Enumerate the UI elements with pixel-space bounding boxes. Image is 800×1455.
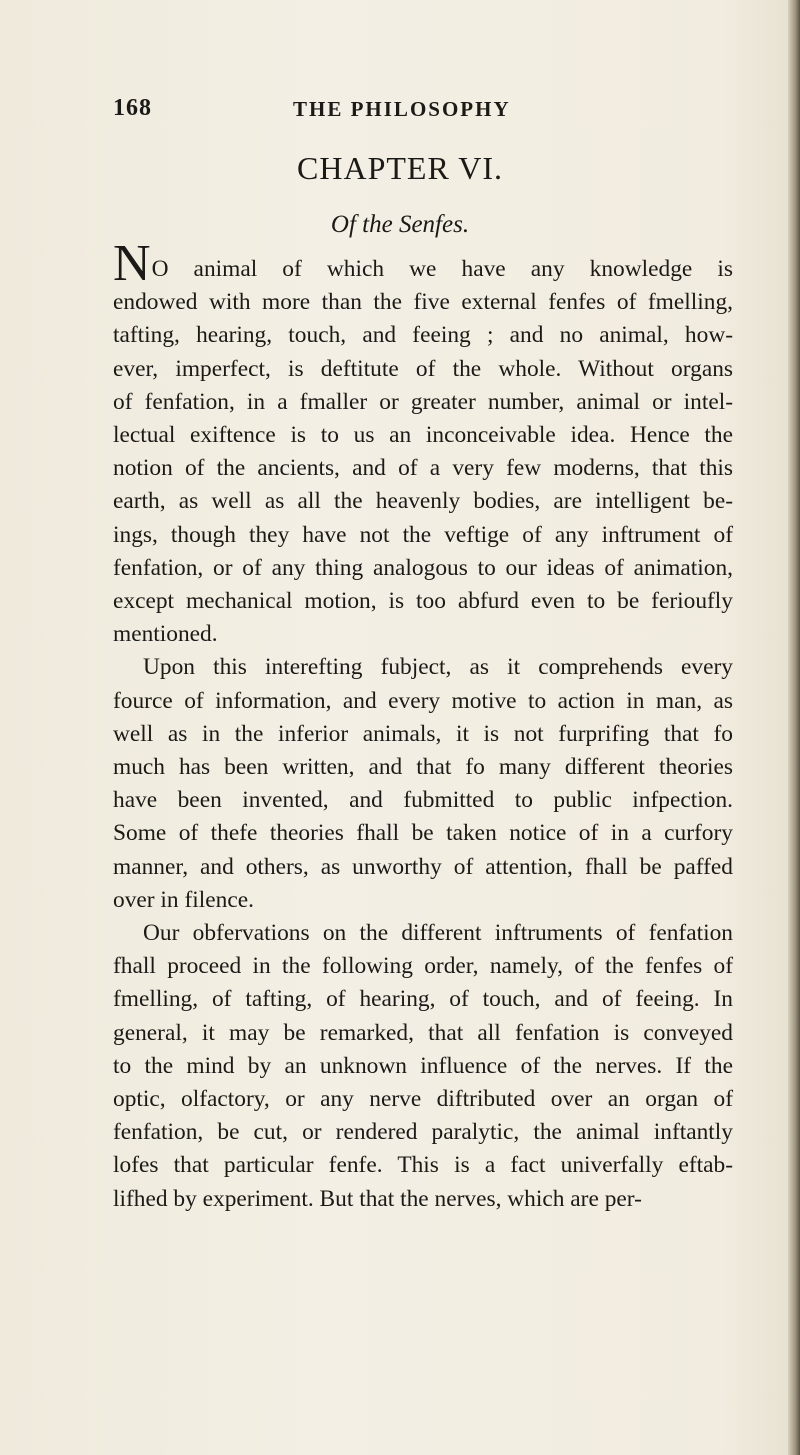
- running-title: THE PHILOSOPHY: [293, 97, 511, 121]
- text-line: fource of information, and every motive to action in man, as: [113, 687, 733, 714]
- text-line: optic, olfactory, or any nerve diftributed over an organ of: [113, 1086, 733, 1113]
- text-line: earth, as well as all the heavenly bodies, are intelligent be-: [113, 488, 733, 515]
- text-line: over in filence.: [113, 886, 254, 913]
- running-head: [113, 95, 733, 129]
- text-line: much has been written, and that fo many different theories: [113, 754, 733, 781]
- text-line: [113, 235, 733, 292]
- body-text: [113, 235, 733, 1216]
- text-line: fenfation, or of any thing analogous to our ideas of animation,: [113, 554, 733, 581]
- text-line: Upon this interefting fubject, as it comprehends every: [143, 654, 733, 681]
- text-line: have been invented, and fubmitted to public infpection.: [113, 787, 733, 814]
- text-line: mentioned.: [113, 621, 218, 648]
- text-line: endowed with more than the five external fenfes of fmelling,: [113, 289, 733, 316]
- text-line: lofes that particular fenfe. This is a fact univerfally eftab-: [113, 1152, 733, 1179]
- text-line: manner, and others, as unworthy of attention, fhall be paffed: [113, 853, 733, 880]
- text-line: notion of the ancients, and of a very few moderns, that this: [113, 455, 733, 482]
- text-line: tafting, hearing, touch, and feeing ; and no animal, how-: [113, 322, 733, 349]
- text-line: fmelling, of tafting, of hearing, of touch, and of feeing. In: [113, 986, 733, 1013]
- text-line: ings, though they have not the veftige of any inftrument of: [113, 521, 733, 548]
- text-line: of fenfation, in a fmaller or greater number, animal or intel-: [113, 388, 733, 415]
- text-line: fenfation, be cut, or rendered paralytic, the animal inftantly: [113, 1119, 733, 1146]
- chapter-heading: CHAPTER VI.: [297, 150, 503, 186]
- text-line: fhall proceed in the following order, namely, of the fenfes of: [113, 953, 733, 980]
- text-line: ever, imperfect, is deftitute of the whole. Without organs: [113, 355, 733, 382]
- paragraph-2: [113, 651, 733, 917]
- text-line: except mechanical motion, is too abfurd even to be ferioufly: [113, 588, 733, 615]
- text-line: to the mind by an unknown influence of the nerves. If the: [113, 1052, 733, 1079]
- text-line: general, it may be remarked, that all fenfation is conveyed: [113, 1019, 733, 1046]
- text-line: lectual exiftence is to us an inconceivable idea. Hence the: [113, 422, 733, 449]
- paragraph-3: [113, 917, 733, 1216]
- paragraph-1: [113, 235, 733, 651]
- text-line: Some of thefe theories fhall be taken notice of in a curfory: [113, 820, 733, 847]
- page-number: 168: [113, 95, 152, 121]
- text-line: lifhed by experiment. But that the nerves, which are per-: [113, 1185, 642, 1212]
- drop-cap: N: [113, 235, 151, 292]
- chapter-subtitle: Of the Senfes.: [330, 211, 470, 238]
- text-line: Our obfervations on the different inftruments of fenfation: [143, 920, 733, 947]
- line-text: O animal of which we have any knowledge is: [151, 256, 733, 282]
- text-line: well as in the inferior animals, it is not furprifing that fo: [113, 720, 733, 747]
